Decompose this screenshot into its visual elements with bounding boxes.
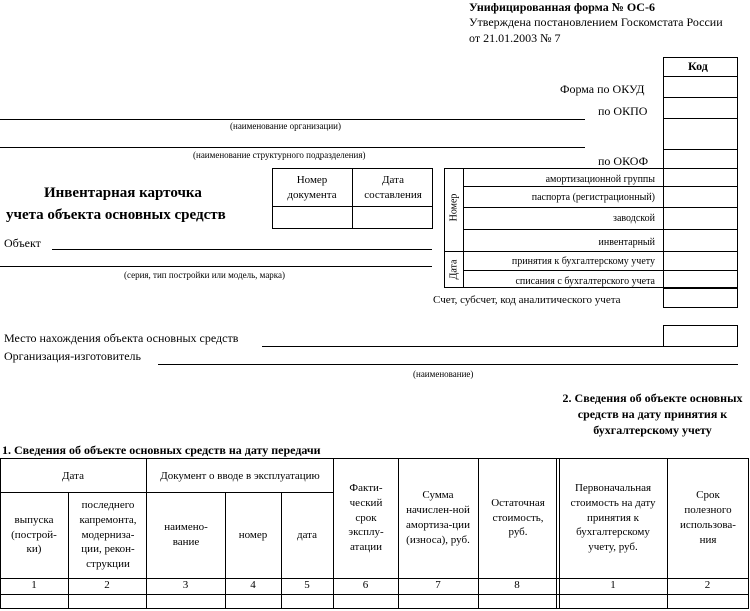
section2-title: 2. Сведения об объекте основных средств на дату принятия к бухгалтерскому учету	[562, 391, 743, 437]
col-number: 1	[31, 579, 37, 591]
manufacturer-caption: (наименование)	[413, 369, 474, 379]
code-okpo-cell[interactable]	[663, 97, 738, 119]
side-row-sep	[463, 207, 663, 208]
date-group-header: Дата	[62, 469, 84, 482]
col-number: 1	[610, 579, 616, 591]
doc-date-col-header: дата	[296, 528, 318, 541]
okud-label: Форма по ОКУД	[560, 82, 645, 96]
account-label: Счет, субсчет, код аналитического учета	[433, 294, 621, 306]
doc-table-divider-v	[352, 168, 353, 229]
date-release-header: выпуска (построй-ки)	[11, 513, 57, 556]
col-number: 8	[514, 579, 520, 591]
table-num-bottom	[0, 594, 749, 595]
side-row-label: списания с бухгалтерского учета	[515, 276, 655, 287]
side-code-sep	[663, 229, 738, 230]
col-number: 2	[104, 579, 110, 591]
residual-value-header: Остаточная стоимость, руб.	[491, 496, 545, 539]
side-code-sep	[663, 270, 738, 271]
col-number: 2	[704, 579, 711, 591]
location-label: Место нахождения объекта основных средств	[4, 331, 239, 345]
side-row-label: инвентарный	[598, 237, 655, 248]
side-row-label: амортизационной группы	[545, 174, 655, 185]
side-row-label: паспорта (регистрационный)	[531, 192, 655, 203]
doc-number-col-header: номер	[238, 528, 268, 541]
location-line	[262, 346, 663, 347]
col-number: 6	[362, 579, 369, 591]
side-code-sep	[663, 251, 738, 252]
okpo-label: по ОКПО	[598, 104, 648, 118]
depreciation-header: Сумма начислен-ной амортиза-ции (износа), руб.	[406, 489, 470, 546]
form-title: Унифицированная форма № ОС-6	[469, 0, 655, 14]
doc-date-header: Дата составления	[364, 174, 422, 201]
org-unit-caption: (наименование структурного подразделения)	[193, 150, 366, 160]
code-okof-cell[interactable]	[663, 149, 738, 169]
object-caption: (серия, тип постройки или модель, марка)	[124, 270, 286, 280]
location-code-cell[interactable]	[663, 325, 738, 347]
object-line-1	[52, 249, 432, 250]
side-row-label: принятия к бухгалтерскому учету	[511, 256, 655, 267]
side-row-sep	[463, 270, 663, 271]
org-name-caption: (наименование организации)	[230, 121, 341, 131]
object-line-2	[0, 266, 432, 267]
initial-cost-header: Первоначальная стоимость на дату принятия к бухгалтерскому учету, руб.	[570, 481, 656, 554]
doc-name-header: наимено-вание	[164, 521, 208, 548]
side-nomer-label: Номер	[448, 193, 460, 222]
actual-term-header: Факти-ческий срок эксплу-атации	[348, 481, 384, 554]
side-date-label: Дата	[448, 259, 460, 280]
doc-table-divider-h	[272, 206, 433, 207]
date-repair-header: последнего капремонта, модерниза-ции, рекон-струкции	[79, 498, 137, 571]
col-number: 4	[250, 579, 256, 591]
org-unit-line	[0, 147, 585, 148]
object-label: Объект	[4, 236, 41, 250]
useful-life-header: Срок полезного использова-ния	[680, 489, 736, 546]
card-title-line1: Инвентарная карточка	[44, 185, 202, 201]
doc-number-header: Номер документа	[287, 174, 337, 201]
code-okud-cell[interactable]	[663, 76, 738, 98]
table-bottom	[0, 608, 749, 609]
okof-label: по ОКОФ	[598, 154, 649, 168]
col-number: 5	[304, 579, 310, 591]
manufacturer-label: Организация-изготовитель	[4, 349, 142, 363]
col-number: 3	[182, 579, 189, 591]
side-code-sep	[663, 186, 738, 187]
manufacturer-line	[158, 364, 738, 365]
side-row-label: заводской	[613, 213, 655, 224]
approved-line-1: Утверждена постановлением Госкомстата России	[469, 15, 723, 29]
approved-line-2: от 21.01.2003 № 7	[469, 31, 561, 45]
code-blank-cell[interactable]	[663, 118, 738, 150]
side-code-sep	[663, 207, 738, 208]
org-name-line	[0, 119, 585, 120]
table-v	[556, 458, 557, 608]
main-table	[0, 457, 749, 611]
side-row-sep	[463, 229, 663, 230]
side-panel-group-sep	[444, 251, 664, 252]
side-row-sep	[463, 186, 663, 187]
card-title-line2: учета объекта основных средств	[6, 207, 226, 223]
col-number: 7	[435, 579, 441, 591]
account-cell[interactable]	[663, 288, 738, 308]
table-v	[748, 458, 749, 608]
doc-group-header: Документ о вводе в эксплуатацию	[160, 469, 320, 482]
code-header: Код	[688, 59, 708, 73]
section1-title: 1. Сведения об объекте основных средств на дату передачи	[2, 443, 321, 457]
